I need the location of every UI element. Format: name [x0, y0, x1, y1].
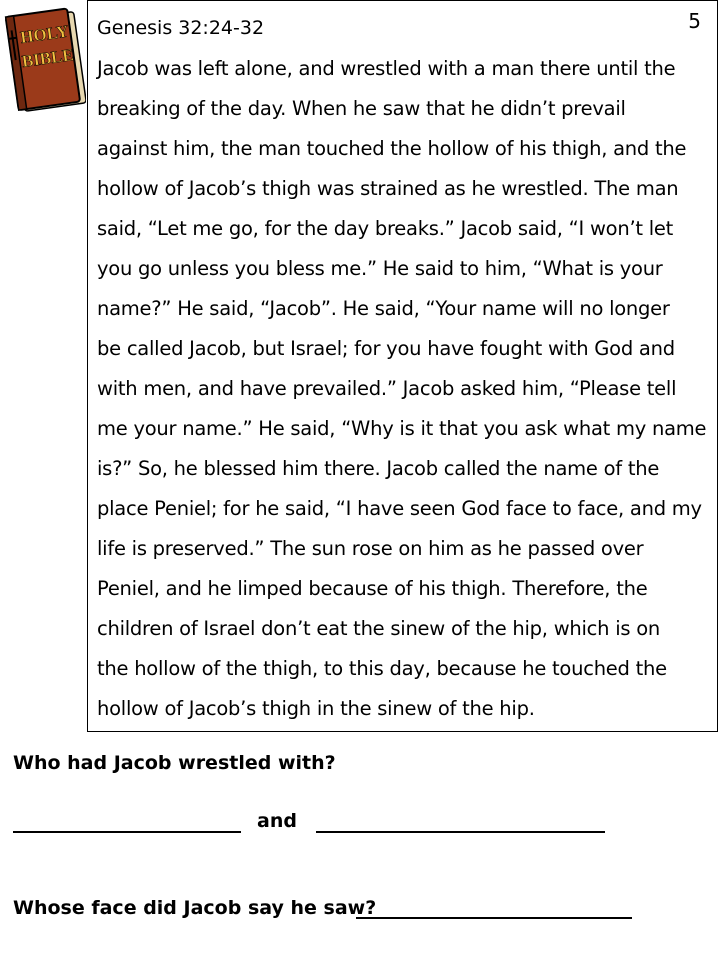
passage-line: children of Israel don’t eat the sinew of the hip, which is on [97, 617, 661, 640]
passage-line: with men, and have prevailed.” Jacob asked him, “Please tell [97, 377, 677, 400]
passage-line: said, “Let me go, for the day breaks.” Jacob said, “I won’t let [97, 217, 674, 240]
passage-line: breaking of the day. When he saw that he didn’t prevail [97, 97, 626, 120]
question-wrestled-with: Who had Jacob wrestled with? [13, 752, 336, 774]
passage-line: hollow of Jacob’s thigh was strained as he wrestled. The man [97, 177, 679, 200]
passage-line: life is preserved.” The sun rose on him as he passed over [97, 537, 644, 560]
bible-label-bible: BIBLE [20, 45, 75, 72]
passage-line: you go unless you bless me.” He said to him, “What is your [97, 257, 663, 280]
passage-line: place Peniel; for he said, “I have seen God face to face, and my [97, 497, 702, 520]
passage-line: Jacob was left alone, and wrestled with a man there until the [97, 57, 676, 80]
passage-line: against him, the man touched the hollow of his thigh, and the [97, 137, 687, 160]
bible-label-holy: HOLY [19, 21, 70, 48]
passage-text [97, 49, 711, 729]
page-number: 5 [688, 9, 701, 33]
passage-line: is?” So, he blessed him there. Jacob called the name of the [97, 457, 660, 480]
holy-bible-icon [4, 6, 86, 114]
and-label: and [257, 810, 297, 832]
passage-line: be called Jacob, but Israel; for you have fought with God and [97, 337, 675, 360]
passage-box [87, 0, 718, 732]
answer-blank-2[interactable] [316, 831, 605, 833]
question-whose-face: Whose face did Jacob say he saw? [13, 897, 377, 919]
passage-line: Peniel, and he limped because of his thigh. Therefore, the [97, 577, 648, 600]
answer-blank-3[interactable] [356, 917, 632, 919]
passage-line: me your name.” He said, “Why is it that you ask what my name [97, 417, 707, 440]
passage-line: the hollow of the thigh, to this day, because he touched the [97, 657, 667, 680]
passage-line: hollow of Jacob’s thigh in the sinew of the hip. [97, 697, 535, 720]
passage-line: name?” He said, “Jacob”. He said, “Your name will no longer [97, 297, 670, 320]
passage-reference: Genesis 32:24-32 [97, 17, 265, 39]
answer-blank-1[interactable] [13, 831, 241, 833]
